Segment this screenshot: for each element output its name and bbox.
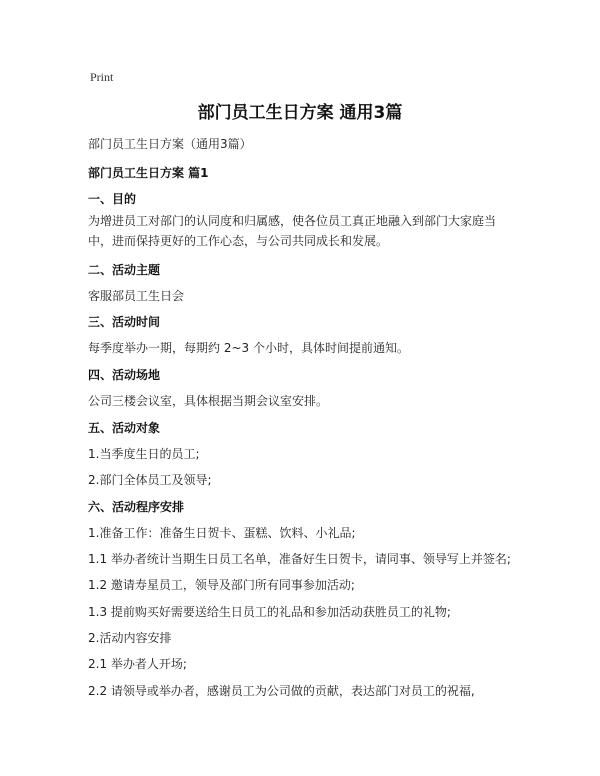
list-item: 1.当季度生日的员工; (88, 447, 200, 461)
heading-participants: 五、活动对象 (88, 421, 161, 435)
section-title: 部门员工生日方案 篇1 (88, 166, 209, 180)
list-item: 1.1 举办者统计当期生日员工名单，准备好生日贺卡，请同事、领导写上并签名; (88, 552, 511, 566)
print-label: Print (90, 70, 114, 84)
list-item: 2.活动内容安排 (88, 631, 172, 645)
list-item: 2.部门全体员工及领导; (88, 473, 212, 487)
list-item: 1.准备工作：准备生日贺卡、蛋糕、饮料、小礼品; (88, 526, 356, 540)
heading-time: 三、活动时间 (88, 315, 161, 329)
heading-venue: 四、活动场地 (88, 368, 161, 382)
paragraph-venue: 公司三楼会议室，具体根据当期会议室安排。 (88, 394, 329, 408)
heading-purpose: 一、目的 (88, 192, 137, 206)
list-item: 2.2 请领导或举办者，感谢员工为公司做的贡献，表达部门对员工的祝福, (88, 684, 475, 698)
list-item: 2.1 举办者人开场; (88, 657, 187, 671)
list-item: 1.2 邀请寿星员工，领导及部门所有同事参加活动; (88, 578, 355, 592)
list-item: 1.3 提前购买好需要送给生日员工的礼品和参加活动获胜员工的礼物; (88, 605, 451, 619)
heading-theme: 二、活动主题 (88, 263, 161, 277)
document-subtitle: 部门员工生日方案（通用3篇） (88, 137, 252, 151)
paragraph-theme: 客服部员工生日会 (88, 289, 185, 303)
paragraph-purpose: 为增进员工对部门的认同度和归属感，使各位员工真正地融入到部门大家庭当中，进而保持更好的工作心态，与公司共同成长和发展。 (88, 214, 497, 248)
heading-program: 六、活动程序安排 (88, 500, 185, 514)
paragraph-time: 每季度举办一期，每期约 2~3 个小时，具体时间提前通知。 (88, 341, 409, 355)
page-title: 部门员工生日方案 通用3篇 (197, 103, 403, 123)
